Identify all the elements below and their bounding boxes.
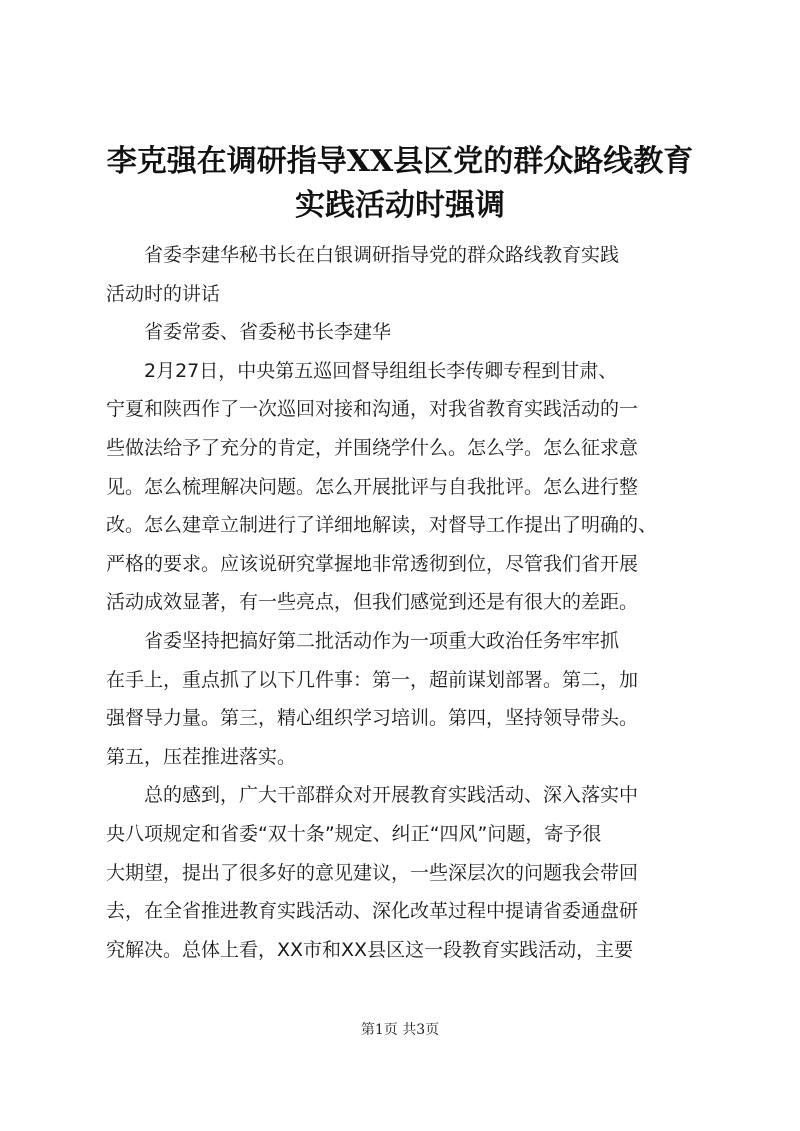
paragraph-line: 大期望，提出了很多好的意见建议，一些深层次的问题我会带回 (106, 861, 639, 884)
paragraph-1 (106, 236, 706, 313)
paragraph-line: 省委常委、省委秘书长李建华 (144, 321, 392, 344)
paragraph-line: 究解决。总体上看，XX市和XX县区这一段教育实践活动，主要 (106, 938, 634, 961)
paragraph-line: 2月27日，中央第五巡回督导组组长李传卿专程到甘肃、 (144, 359, 618, 382)
paragraph-line: 省委坚持把搞好第二批活动作为一项重大政治任务牢牢抓 (144, 629, 620, 652)
paragraph-line: 活动时的讲话 (106, 282, 221, 305)
paragraph-line: 强督导力量。第三，精心组织学习培训。第四，坚持领导带头。 (106, 707, 639, 730)
document-body (106, 236, 706, 969)
paragraph-line: 活动成效显著，有一些亮点，但我们感觉到还是有很大的差距。 (106, 591, 639, 614)
paragraph-line: 见。怎么梳理解决问题。怎么开展批评与自我批评。怎么进行整 (106, 475, 639, 498)
paragraph-line: 央八项规定和省委“双十条”规定、纠正“四风”问题，寄予很 (106, 822, 602, 845)
paragraph-line: 宁夏和陕西作了一次巡回对接和沟通，对我省教育实践活动的一 (106, 398, 639, 421)
page-number-footer: 第1页 共3页 (360, 1022, 440, 1038)
title-line-2: 实践活动时强调 (295, 188, 505, 223)
paragraph-4 (106, 622, 706, 776)
paragraph-2 (106, 313, 706, 352)
paragraph-line: 第五，压茬推进落实。 (106, 745, 297, 768)
paragraph-line: 在手上，重点抓了以下几件事：第一，超前谋划部署。第二，加 (106, 668, 639, 691)
paragraph-line: 总的感到，广大干部群众对开展教育实践活动、深入落实中 (144, 784, 639, 807)
title-line-1: 李克强在调研指导XX县区党的群众路线教育 (106, 144, 694, 179)
paragraph-line: 改。怎么建章立制进行了详细地解读，对督导工作提出了明确的、 (106, 514, 658, 537)
paragraph-line: 严格的要求。应该说研究掌握地非常透彻到位，尽管我们省开展 (106, 552, 639, 575)
paragraph-3 (106, 352, 706, 622)
paragraph-line: 些做法给予了充分的肯定，并围绕学什么。怎么学。怎么征求意 (106, 436, 639, 459)
paragraph-line: 省委李建华秘书长在白银调研指导党的群众路线教育实践 (144, 244, 620, 266)
paragraph-line: 去，在全省推进教育实践活动、深化改革过程中提请省委通盘研 (106, 900, 639, 923)
document-title (60, 140, 740, 228)
paragraph-5 (106, 776, 706, 969)
